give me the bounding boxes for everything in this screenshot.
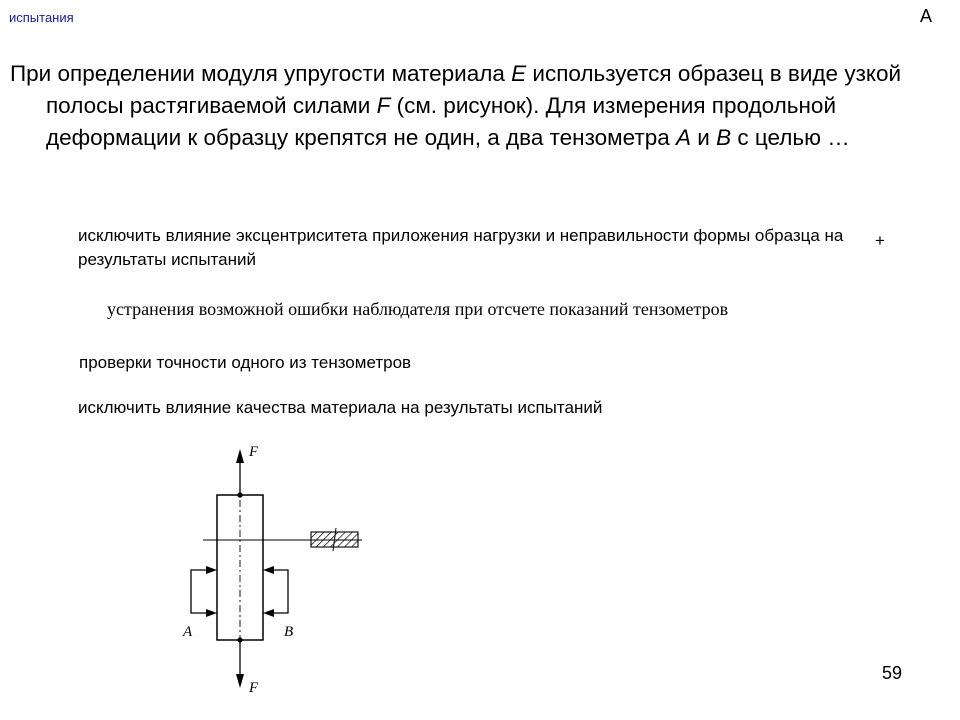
question-part-2: используется образец в виде узкой полосы растягиваемой силами [46,61,902,118]
question-part-5: с целью … [731,125,850,150]
corner-letter: А [920,6,933,26]
answer-option-2[interactable]: устранения возможной ошибки наблюдателя при отсчете показаний тензометров [107,299,729,319]
variable-e: E [511,61,527,86]
tensometer-a-arrow-top [206,566,217,574]
variable-f: F [376,93,391,118]
question-part-4: и [690,125,717,150]
tensometer-b-arrow-top [263,566,274,574]
force-point-bottom [237,637,242,642]
force-arrowhead-top [236,449,244,463]
question-part-3: (см. рисунок). Для измерения продольной деформации к образцу крепятся не один, а два тензометра [46,93,837,150]
force-arrowhead-bottom [236,674,244,688]
answer-option-3[interactable]: проверки точности одного из тензометров [79,353,412,372]
tensometer-a-label: A [183,624,193,640]
tensometer-b-bracket [270,570,288,613]
force-label-bottom: F [249,680,259,696]
page-number: 59 [882,663,903,683]
answer-option-1[interactable]: исключить влияние эксцентриситета приложения нагрузки и неправильности формы образца на результаты испытаний [78,226,844,269]
tensometer-a-bracket [191,570,210,613]
variable-b: В [716,125,732,150]
tensometer-a-arrow-bottom [206,609,217,617]
answer-option-4[interactable]: исключить влияние качества материала на результаты испытаний [78,398,603,417]
question-part-1: При определении модуля упругости материала [10,61,512,86]
tensometer-b-arrow-bottom [263,609,274,617]
correct-answer-mark: + [875,231,885,250]
force-point-top [237,492,242,497]
tensometer-b-label: B [284,624,294,640]
force-label-top: F [249,444,259,460]
topic-label: испытания [9,10,74,25]
variable-a: А [675,125,691,150]
